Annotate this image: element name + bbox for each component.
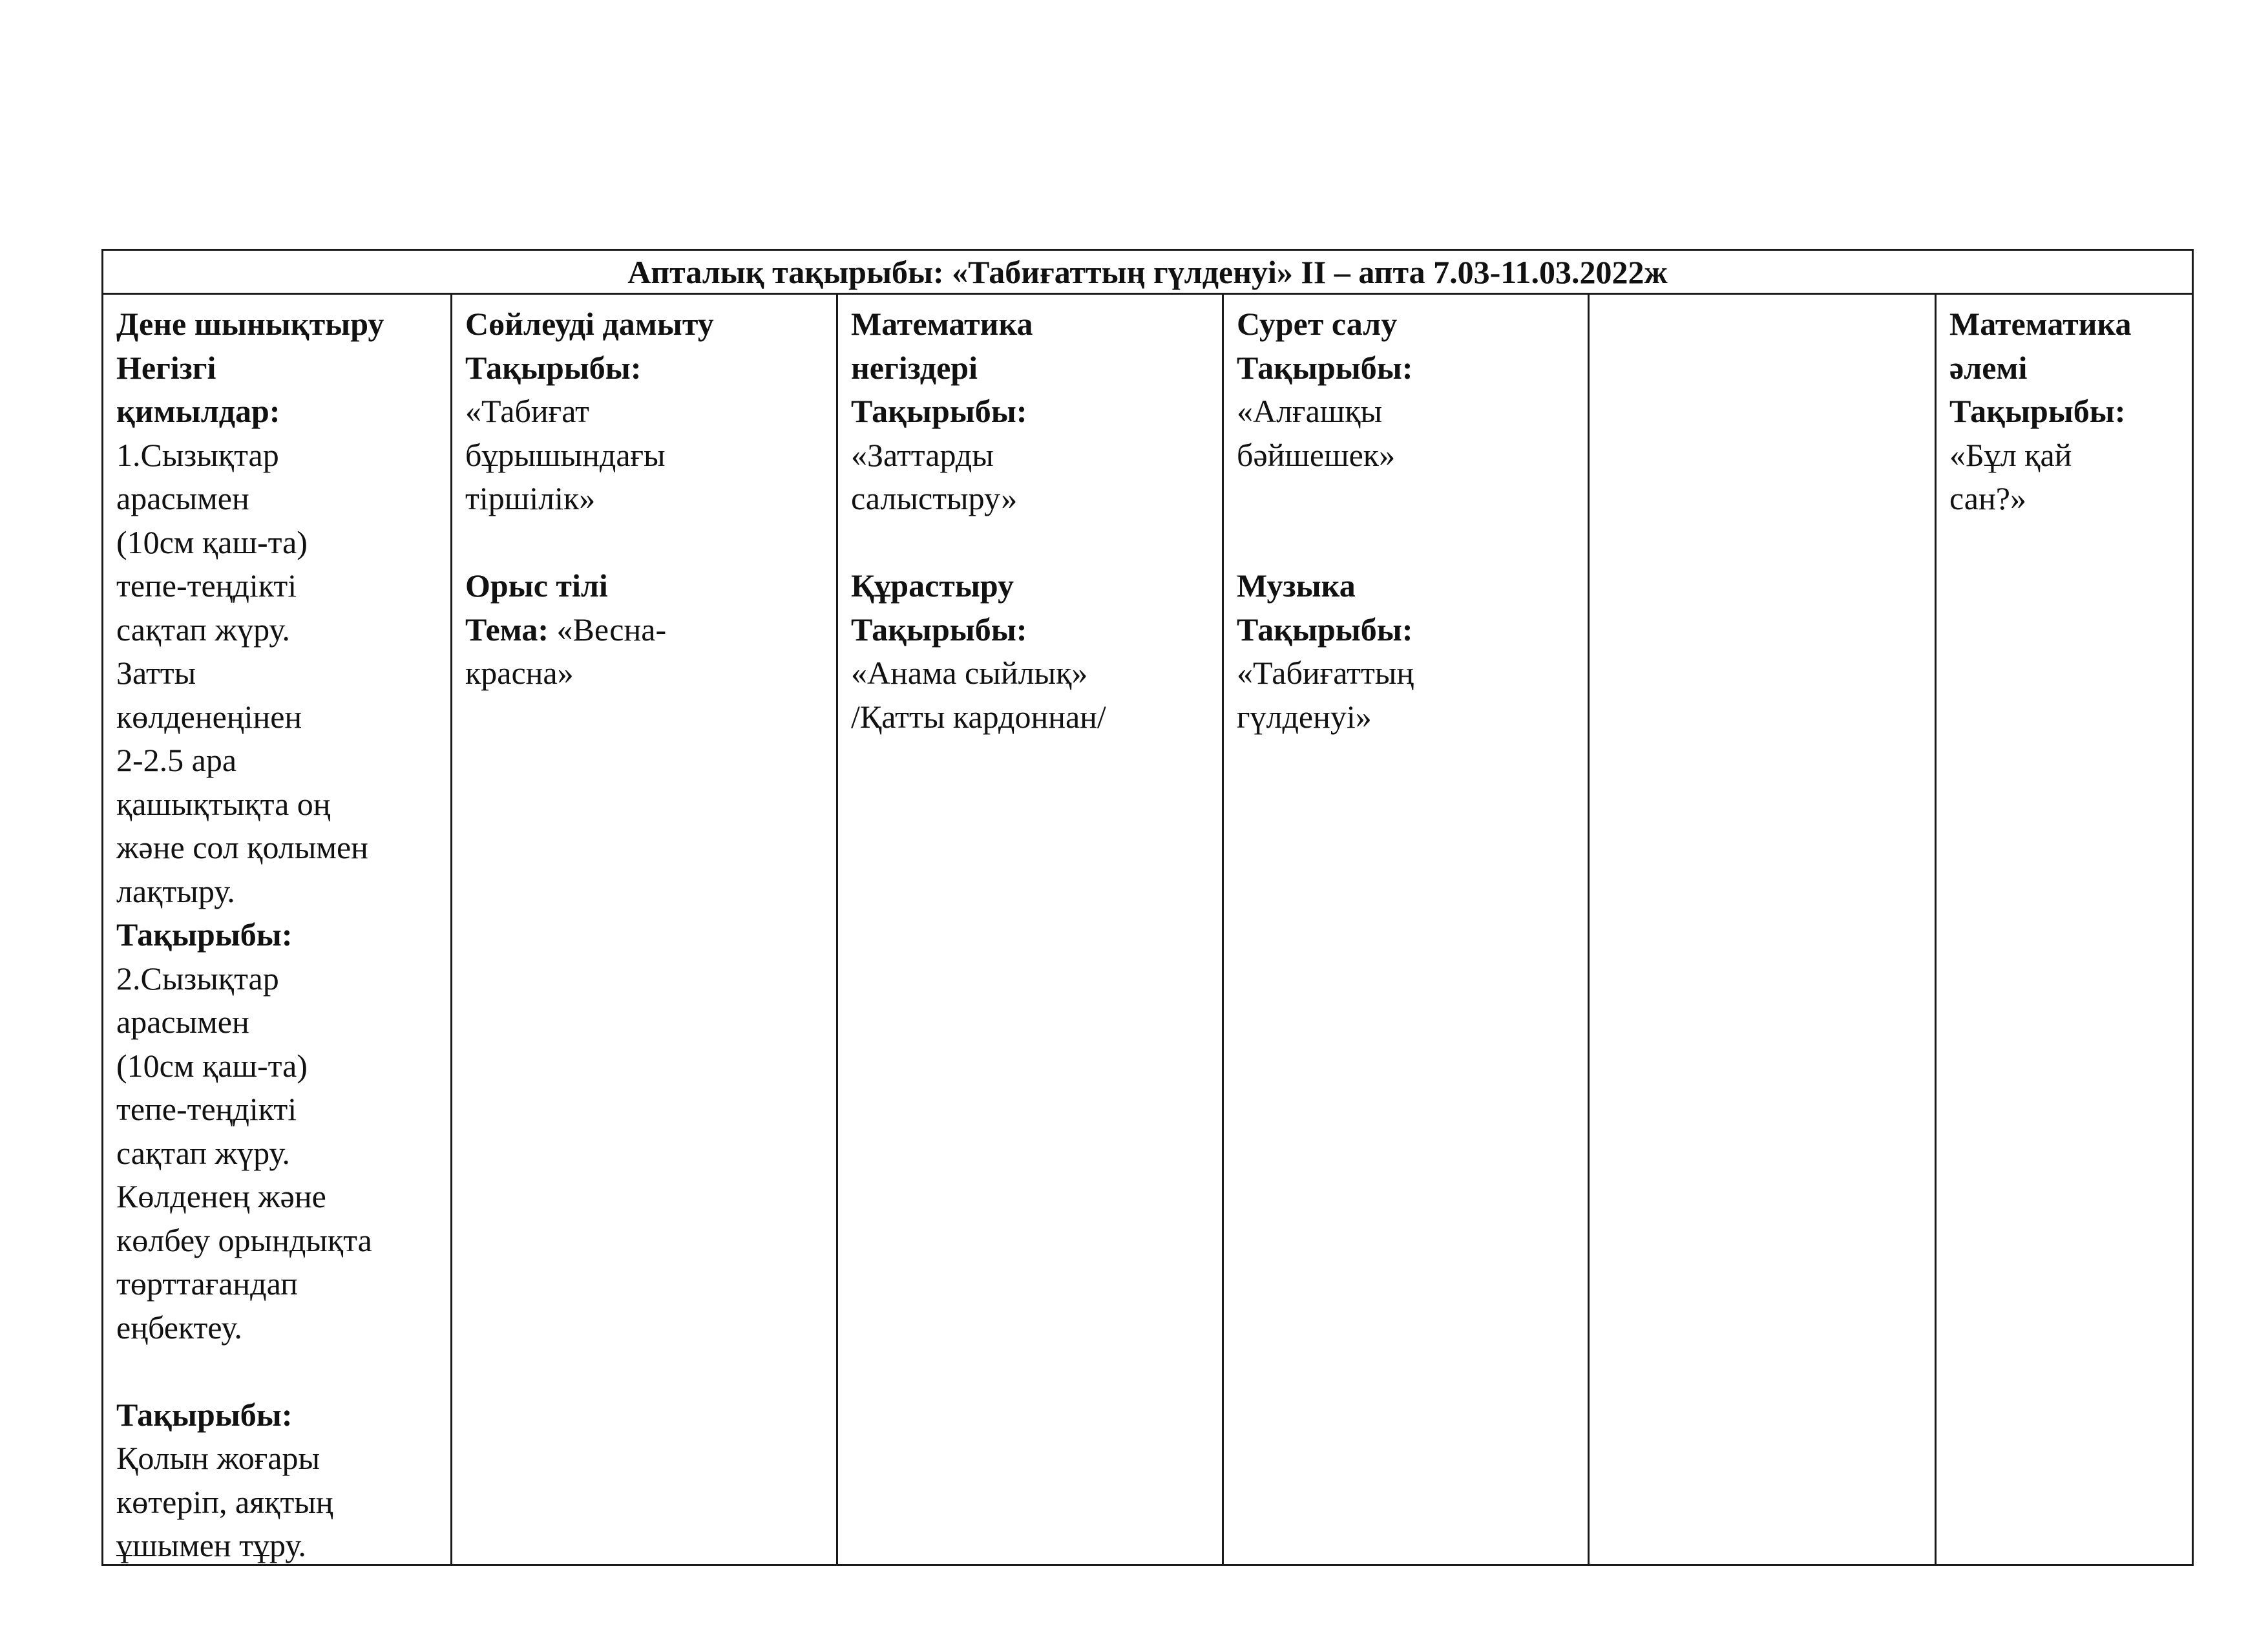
text-line: салыстыру» <box>851 480 1018 516</box>
text-line: Затты <box>116 655 196 691</box>
topic-text: «Весна- <box>549 611 667 648</box>
text-line: (10см қаш-та) <box>116 1047 308 1084</box>
text-line: «Бұл қай <box>1949 436 2072 473</box>
weekly-plan-table <box>101 249 2194 1566</box>
text-line: көтеріп, аяқтың <box>116 1483 333 1520</box>
spacer <box>116 1349 441 1393</box>
topic-label: Тақырыбы: <box>116 1396 293 1433</box>
text-line: төрттағандап <box>116 1265 298 1302</box>
text-line: гүлденуі» <box>1237 698 1372 735</box>
text-line: көлденеңінен <box>116 698 302 735</box>
subject-title: Сөйлеуді дамыту <box>465 306 714 342</box>
topic-label: Тақырыбы: <box>1949 393 2126 429</box>
subject-subtitle: Негізгі <box>116 349 216 386</box>
text-line: қашықтықта оң <box>116 785 331 822</box>
column-math-basics <box>838 295 1224 1564</box>
subject-title: Сурет салу <box>1237 306 1398 342</box>
topic-label: Тақырыбы: <box>1237 349 1413 386</box>
week-theme-title: Апталық тақырыбы: «Табиғаттың гүлденуі» II – апта 7.03-11.03.2022ж <box>103 251 2192 295</box>
text-line: сақтап жүру. <box>116 611 290 648</box>
text-line: арасымен <box>116 1004 249 1040</box>
text-line: «Заттарды <box>851 436 994 473</box>
topic-label: Тақырыбы: <box>851 611 1027 648</box>
column-empty <box>1590 295 1937 1564</box>
column-math-world <box>1937 295 2192 1564</box>
text-line: 1.Сызықтар <box>116 436 279 473</box>
subject-title: Математика <box>1949 306 2132 342</box>
text-line: сақтап жүру. <box>116 1134 290 1171</box>
text-line: көлбеу орындықта <box>116 1221 372 1258</box>
spacer <box>851 521 1213 565</box>
text-line: сан?» <box>1949 480 2026 516</box>
text-line: (10см қаш-та) <box>116 523 308 560</box>
text-line: бәйшешек» <box>1237 436 1396 473</box>
subject-title: Құрастыру <box>851 567 1014 604</box>
subject-subtitle: негіздері <box>851 349 978 386</box>
spacer <box>1237 521 1579 565</box>
column-speech-development <box>452 295 838 1564</box>
topic-label: Тақырыбы: <box>465 349 642 386</box>
text-line: Қолын жоғары <box>116 1440 320 1476</box>
text-line: «Алғашқы <box>1237 393 1383 429</box>
topic-line <box>465 608 827 652</box>
topic-label: Тақырыбы: <box>1237 611 1413 648</box>
text-line: тепе-теңдікті <box>116 1091 297 1127</box>
text-line: «Анама сыйлық» <box>851 655 1088 691</box>
text-line: 2.Сызықтар <box>116 960 279 997</box>
text-line: красна» <box>465 655 574 691</box>
topic-label: Тақырыбы: <box>851 393 1027 429</box>
column-drawing <box>1224 295 1590 1564</box>
subject-title: Математика <box>851 306 1033 342</box>
spacer <box>465 521 827 565</box>
subject-subtitle: қимылдар: <box>116 393 280 429</box>
subject-title: Дене шынықтыру <box>116 306 384 342</box>
text-line: /Қатты кардоннан/ <box>851 698 1106 735</box>
text-line: арасымен <box>116 480 249 516</box>
spacer <box>1237 477 1579 521</box>
text-line: «Табиғаттың <box>1237 655 1414 691</box>
text-line: «Табиғат <box>465 393 589 429</box>
subject-title: Орыс тілі <box>465 567 608 604</box>
text-line: және сол қолымен <box>116 829 368 865</box>
topic-label: Тема: <box>465 611 549 648</box>
topic-label: Тақырыбы: <box>116 916 293 953</box>
text-line: 2-2.5 ара <box>116 742 237 778</box>
text-line: еңбектеу. <box>116 1309 242 1346</box>
text-line: тепе-теңдікті <box>116 567 297 604</box>
column-physical-education <box>103 295 452 1564</box>
text-line: ұшымен тұру. <box>116 1527 306 1563</box>
text-line: тіршілік» <box>465 480 596 516</box>
text-line: бұрышындағы <box>465 436 666 473</box>
subject-subtitle: әлемі <box>1949 349 2028 386</box>
subject-title: Музыка <box>1237 567 1356 604</box>
text-line: лақтыру. <box>116 872 235 909</box>
text-line: Көлденең және <box>116 1178 326 1214</box>
